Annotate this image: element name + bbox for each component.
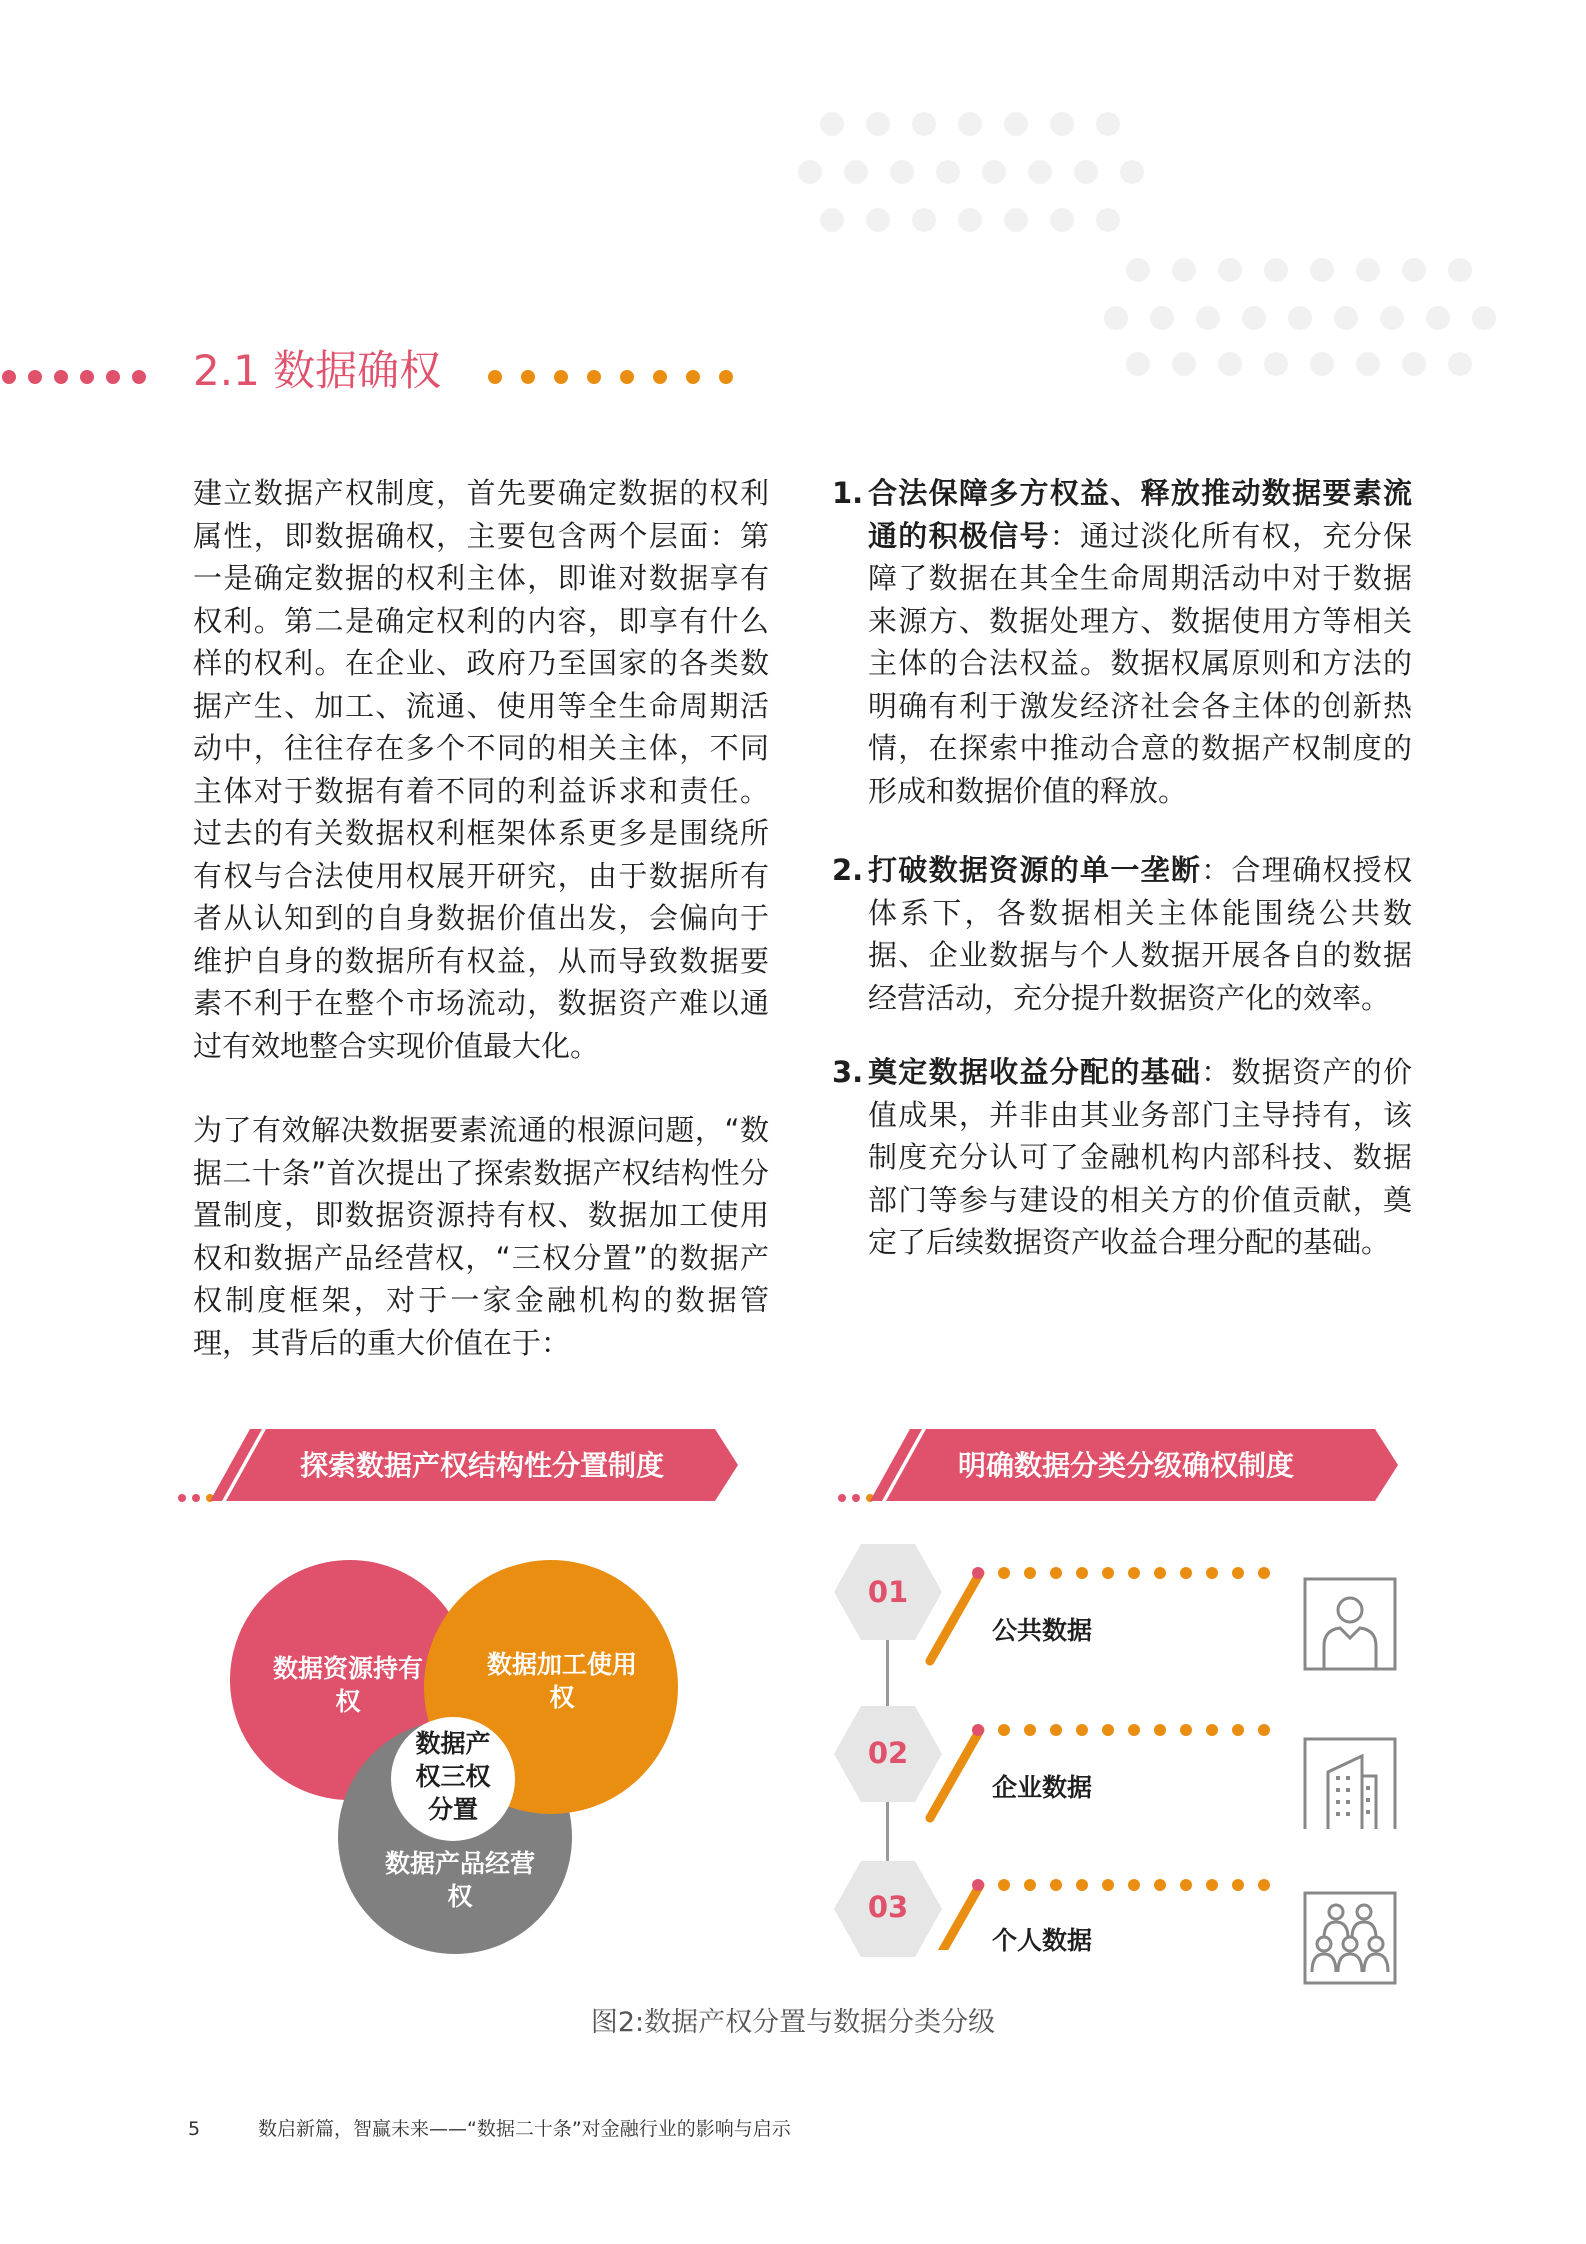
- decorative-dot: [54, 370, 68, 384]
- connector-dot: [972, 1879, 984, 1891]
- decorative-dot: [866, 208, 890, 232]
- decorative-dot: [1310, 258, 1334, 282]
- hex-number: 03: [867, 1890, 909, 1924]
- decorative-dot: [1288, 306, 1312, 330]
- list-bold: 打破数据资源的单一垄断: [868, 853, 1202, 887]
- page-number: 5: [188, 2118, 201, 2140]
- section-title: 2.1 数据确权: [193, 346, 442, 395]
- group-icon: [1302, 1890, 1398, 1986]
- connector-dot: [972, 1724, 984, 1736]
- list-text: ：通过淡化所有权，充分保障了数据在其全生命周期活动中对于数据来源方、数据处理方、数据使用方等相关主体的合法权益。数据权属原则和方法的明确有利于激发经济社会各主体的创新热情，在探索中推动合意的数据产权制度的形成和数据价值的释放。: [868, 518, 1412, 808]
- decorative-dot-grid: [0, 0, 1586, 400]
- decorative-dot: [958, 112, 982, 136]
- decorative-dot: [1402, 352, 1426, 376]
- connector-dot: [1232, 1567, 1244, 1579]
- decorative-dot: [1334, 306, 1358, 330]
- decorative-dot: [866, 112, 890, 136]
- decorative-dot: [1472, 306, 1496, 330]
- decorative-dot: [1356, 352, 1380, 376]
- decorative-dot: [1380, 306, 1404, 330]
- decorative-dot: [1004, 208, 1028, 232]
- decorative-dot: [844, 160, 868, 184]
- decorative-dot: [982, 160, 1006, 184]
- decorative-dot: [1120, 160, 1144, 184]
- decorative-dot: [936, 160, 960, 184]
- connector-dot: [1076, 1879, 1088, 1891]
- decorative-dot: [912, 112, 936, 136]
- paragraph: 建立数据产权制度，首先要确定数据的权利属性，即数据确权，主要包含两个层面：第一是确定数据的权利主体，即谁对数据享有权利。第二是确定权利的内容，即享有什么样的权利。在企业、政府乃至国家的各类数据产生、加工、流通、使用等全生命周期活动中，往往存在多个不同的相关主体，不同主体对于数据有着不同的利益诉求和责任。过去的有关数据权利框架体系更多是围绕所有权与合法使用权展开研究，由于数据所有者从认知到的自身数据价值出发，会偏向于维护自身的数据所有权益，从而导致数据要素不利于在整个市场流动，数据资产难以通过有效地整合实现价值最大化。: [193, 476, 769, 1063]
- hex-number: 01: [867, 1575, 909, 1609]
- list-bold: 合法保障多方权益、释放推动数据要素流通的积极信号: [868, 476, 1412, 553]
- decorative-dot: [620, 370, 634, 384]
- list-item-2: [832, 849, 1412, 1019]
- decorative-dot: [1028, 160, 1052, 184]
- decorative-dot: [1356, 258, 1380, 282]
- venn-label-processing: 数据加工使用权: [486, 1650, 637, 1712]
- connector-dot: [1206, 1567, 1218, 1579]
- decorative-dot: [80, 370, 94, 384]
- connector-dot: [1076, 1567, 1088, 1579]
- connector-dot: [1206, 1879, 1218, 1891]
- connector-dot: [1102, 1879, 1114, 1891]
- decorative-dot: [106, 370, 120, 384]
- decorative-dot: [1004, 112, 1028, 136]
- connector-dot: [1206, 1724, 1218, 1736]
- connector-dot: [998, 1724, 1010, 1736]
- decorative-dot: [1448, 258, 1472, 282]
- connector-dot: [1024, 1567, 1036, 1579]
- connector-dot: [1102, 1724, 1114, 1736]
- category-label-personal: 个人数据: [992, 1926, 1093, 1955]
- decorative-dot: [1242, 306, 1266, 330]
- decorative-dot: [521, 370, 535, 384]
- decorative-dot: [1426, 306, 1450, 330]
- connector-dot: [1154, 1724, 1166, 1736]
- decorative-dot: [686, 370, 700, 384]
- connector-dot: [1232, 1724, 1244, 1736]
- decorative-dot: [1218, 258, 1242, 282]
- category-label-enterprise: 企业数据: [992, 1773, 1093, 1802]
- list-item-1: [832, 472, 1412, 812]
- decorative-dot: [587, 370, 601, 384]
- connector-dot: [1050, 1879, 1062, 1891]
- list-text: ：合理确权授权体系下，各数据相关主体能围绕公共数据、企业数据与个人数据开展各自的数据经营活动，充分提升数据资产化的效率。: [868, 853, 1412, 1015]
- list-number: 2.: [832, 853, 864, 887]
- decorative-dot: [1264, 258, 1288, 282]
- list-number: 3.: [832, 1055, 864, 1089]
- list-number: 1.: [832, 476, 864, 510]
- connector-dot: [1258, 1724, 1270, 1736]
- decorative-dot: [1050, 112, 1074, 136]
- decorative-dot: [820, 208, 844, 232]
- venn-label-center: 数据产权三权分置: [415, 1729, 491, 1824]
- venn-label-resource: 数据资源持有权: [272, 1654, 423, 1716]
- decorative-dot: [719, 370, 733, 384]
- connector-dot: [1258, 1879, 1270, 1891]
- decorative-dot: [1310, 352, 1334, 376]
- decorative-dot: [1448, 352, 1472, 376]
- connector-dot: [1024, 1724, 1036, 1736]
- decorative-dot: [1126, 352, 1150, 376]
- connector-dot: [1154, 1567, 1166, 1579]
- decorative-dot: [1218, 352, 1242, 376]
- building-icon: [1302, 1736, 1398, 1832]
- decorative-dot: [653, 370, 667, 384]
- decorative-dot: [1104, 306, 1128, 330]
- left-column: [193, 472, 769, 1364]
- right-banner-label: 明确数据分类分级确权制度: [958, 1449, 1295, 1482]
- decorative-dot: [820, 112, 844, 136]
- connector-dot: [1232, 1879, 1244, 1891]
- decorative-dot: [132, 370, 146, 384]
- decorative-dot: [1402, 258, 1426, 282]
- connector-dot: [1258, 1567, 1270, 1579]
- decorative-dot: [488, 370, 502, 384]
- connector-dot: [1050, 1724, 1062, 1736]
- category-label-public: 公共数据: [992, 1616, 1093, 1645]
- connector-dot: [998, 1879, 1010, 1891]
- connector-dot: [1180, 1567, 1192, 1579]
- decorative-dot: [2, 370, 16, 384]
- connector-dot: [1180, 1879, 1192, 1891]
- connector-dot: [1128, 1879, 1140, 1891]
- connector-dot: [1154, 1879, 1166, 1891]
- decorative-dot: [1172, 352, 1196, 376]
- connector-dot: [1050, 1567, 1062, 1579]
- list-bold: 奠定数据收益分配的基础: [868, 1055, 1202, 1089]
- person-icon: [1302, 1576, 1398, 1672]
- decorative-dot: [1126, 258, 1150, 282]
- figure-caption: 图2:数据产权分置与数据分类分级: [590, 2007, 996, 2038]
- paragraph: 为了有效解决数据要素流通的根源问题，“数据二十条”首次提出了探索数据产权结构性分置制度，即数据资源持有权、数据加工使用权和数据产品经营权，“三权分置”的数据产权制度框架，对于一家金融机构的数据管理，其背后的重大价值在于：: [193, 1113, 769, 1360]
- connector-dot: [1076, 1724, 1088, 1736]
- left-banner-label: 探索数据产权结构性分置制度: [300, 1449, 665, 1482]
- venn-label-product: 数据产品经营权: [384, 1849, 535, 1911]
- decorative-dot: [890, 160, 914, 184]
- connector-dot: [1128, 1724, 1140, 1736]
- decorative-dot: [1150, 306, 1174, 330]
- connector-dot: [1180, 1724, 1192, 1736]
- connector-dot: [998, 1567, 1010, 1579]
- connector-dot: [1128, 1567, 1140, 1579]
- decorative-dot: [1172, 258, 1196, 282]
- heading-dots-right: [480, 370, 750, 384]
- list-item-3: [832, 1051, 1412, 1264]
- category-connectors: [900, 1550, 1300, 1950]
- connector-dot: [1024, 1879, 1036, 1891]
- decorative-dot: [554, 370, 568, 384]
- decorative-dot: [1096, 208, 1120, 232]
- decorative-dot: [28, 370, 42, 384]
- heading-dots-left: [0, 370, 160, 384]
- decorative-dot: [1264, 352, 1288, 376]
- decorative-dot: [1196, 306, 1220, 330]
- decorative-dot: [1074, 160, 1098, 184]
- decorative-dot: [958, 208, 982, 232]
- connector-dot: [972, 1567, 984, 1579]
- decorative-dot: [1050, 208, 1074, 232]
- list-text: ：数据资产的价值成果，并非由其业务部门主导持有，该制度充分认可了金融机构内部科技、数据部门等参与建设的相关方的价值贡献，奠定了后续数据资产收益合理分配的基础。: [868, 1055, 1412, 1259]
- decorative-dot: [798, 160, 822, 184]
- decorative-dot: [1096, 112, 1120, 136]
- hex-number: 02: [867, 1736, 909, 1770]
- connector-dot: [1102, 1567, 1114, 1579]
- decorative-dot: [912, 208, 936, 232]
- footer-title: 数启新篇，智赢未来——“数据二十条”对金融行业的影响与启示: [258, 2118, 791, 2140]
